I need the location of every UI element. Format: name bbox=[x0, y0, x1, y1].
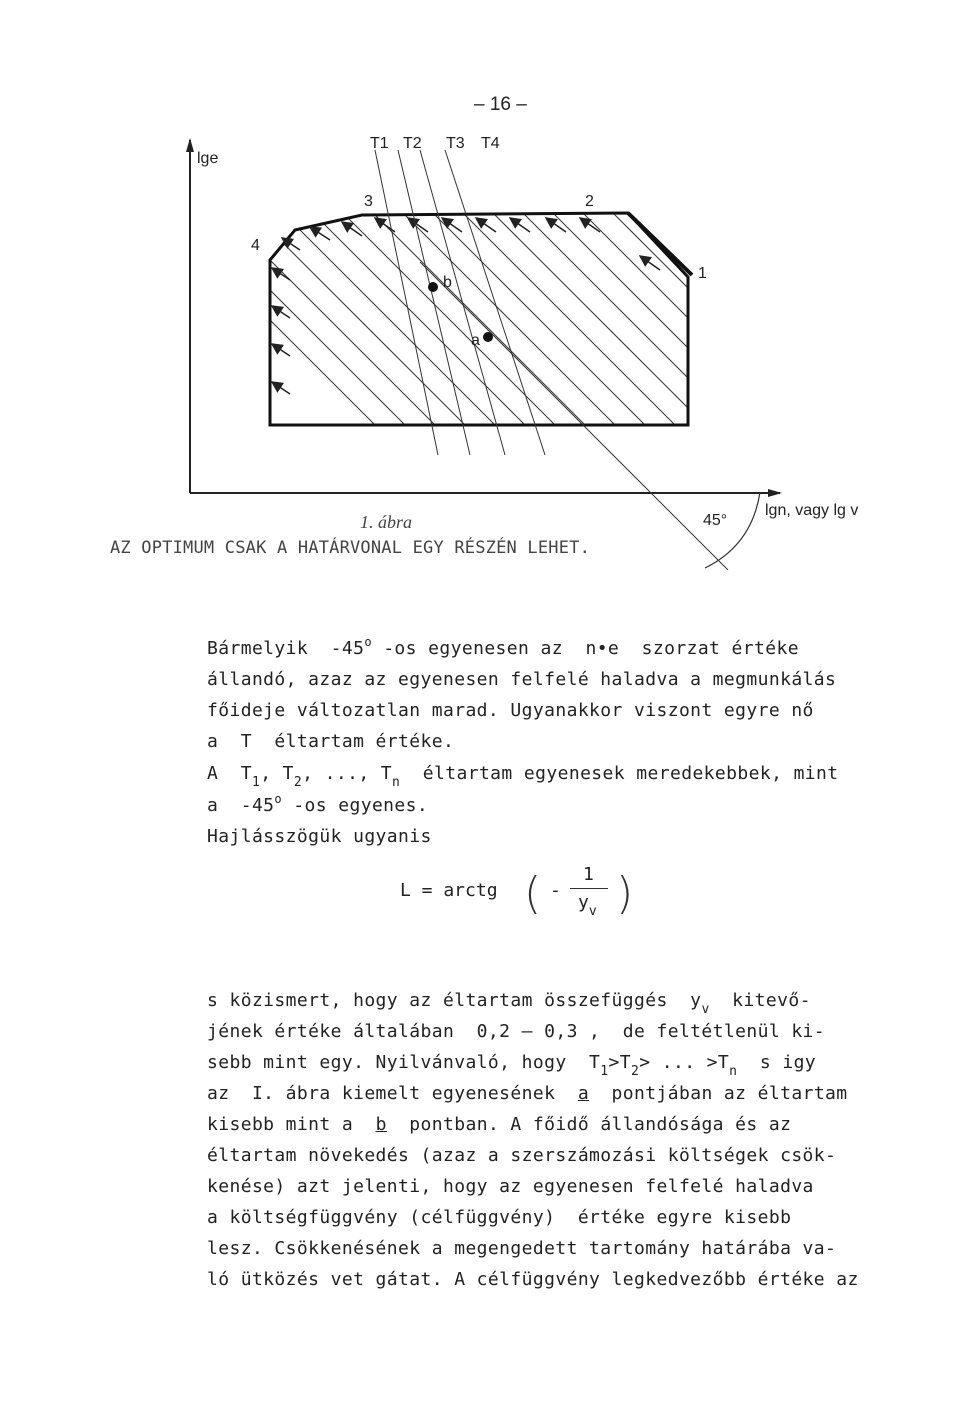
formula-minus: - bbox=[550, 880, 561, 901]
text-line-4: a T éltartam értéke. bbox=[207, 731, 455, 752]
text-line-10: sebb mint egy. Nyilvánvaló, hogy $T_1>T_2>$ ... $>T_n$ s igy bbox=[207, 1052, 817, 1079]
angle-label: 45° bbox=[703, 512, 728, 529]
x-axis-label: lgn, vagy lg v bbox=[765, 502, 859, 519]
text-line-8: s közismert, hogy az éltartam összefüggés $y_v$ kitevő- bbox=[207, 990, 811, 1017]
corner-label-4: 4 bbox=[251, 237, 260, 254]
point-b-label: b bbox=[443, 274, 452, 291]
boundary-segment-1 bbox=[628, 213, 692, 275]
x-axis-arrow-icon bbox=[768, 489, 782, 497]
text-line-7: Hajlásszögük ugyanis bbox=[207, 826, 432, 847]
T2-label: T2 bbox=[403, 135, 422, 152]
figure-caption-text: AZ OPTIMUM CSAK A HATÁRVONAL EGY RÉSZÉN LEHET. bbox=[110, 538, 591, 558]
text-line-1: Bármelyik -45$^o$ -os egyenesen az n•e szorzat értéke bbox=[207, 635, 799, 659]
point-a-label: a bbox=[471, 332, 480, 349]
text-line-16: lesz. Csökkenésének a megengedett tartomány határába va- bbox=[207, 1238, 837, 1259]
text-line-9: jének értéke általában 0,2 – 0,3 , de feltétlenül ki- bbox=[207, 1021, 826, 1042]
T4-label: T4 bbox=[481, 135, 500, 152]
formula bbox=[400, 864, 634, 919]
text-line-17: ló ütközés vet gátat. A célfüggvény legkedvezőbb értéke az bbox=[207, 1269, 859, 1290]
text-line-2: állandó, azaz az egyenesen felfelé haladva a megmunkálás bbox=[207, 669, 837, 690]
y-axis-label: lge bbox=[197, 150, 219, 167]
text-line-14: kenése) azt jelenti, hogy az egyenesen felfelé haladva bbox=[207, 1176, 814, 1197]
text-line-12: kisebb mint a b pontban. A főidő állandósága és az bbox=[207, 1114, 792, 1135]
formula-close-paren: ) bbox=[616, 868, 634, 919]
T3-label: T3 bbox=[446, 135, 465, 152]
formula-lhs: L = arctg bbox=[400, 880, 498, 901]
T1-label: T1 bbox=[370, 135, 389, 152]
figure-caption-number: 1. ábra bbox=[360, 512, 413, 532]
y-axis-arrow-icon bbox=[186, 138, 194, 152]
corner-label-1: 1 bbox=[698, 265, 707, 282]
feasible-region-hatching bbox=[150, 200, 830, 430]
point-a-marker bbox=[483, 332, 493, 342]
formula-denominator: $y_v$ bbox=[578, 892, 597, 919]
page-number: – 16 – bbox=[474, 94, 527, 115]
minus-45-degree-line bbox=[420, 262, 728, 570]
text-line-6: a -45$^o$ -os egyenes. bbox=[207, 792, 429, 816]
formula-open-paren: ( bbox=[524, 868, 542, 919]
point-b-marker bbox=[428, 282, 438, 292]
text-line-3: főideje változatlan marad. Ugyanakkor viszont egyre nő bbox=[207, 700, 814, 721]
angle-arc bbox=[705, 492, 760, 568]
text-line-15: a költségfüggvény (célfüggvény) értéke egyre kisebb bbox=[207, 1207, 792, 1228]
text-line-11: az I. ábra kiemelt egyenesének a pontjában az éltartam bbox=[207, 1083, 848, 1104]
corner-label-3: 3 bbox=[364, 193, 373, 210]
text-line-5: A $T_1$, $T_2$, ..., $T_n$ éltartam egyenesek meredekebbek, mint bbox=[207, 763, 839, 790]
formula-fraction-bar bbox=[570, 888, 608, 889]
formula-numerator: 1 bbox=[583, 864, 594, 885]
corner-label-2: 2 bbox=[585, 193, 594, 210]
figure-1-diagram bbox=[0, 0, 960, 600]
text-line-13: éltartam növekedés (azaz a szerszámozási költségek csök- bbox=[207, 1145, 837, 1166]
